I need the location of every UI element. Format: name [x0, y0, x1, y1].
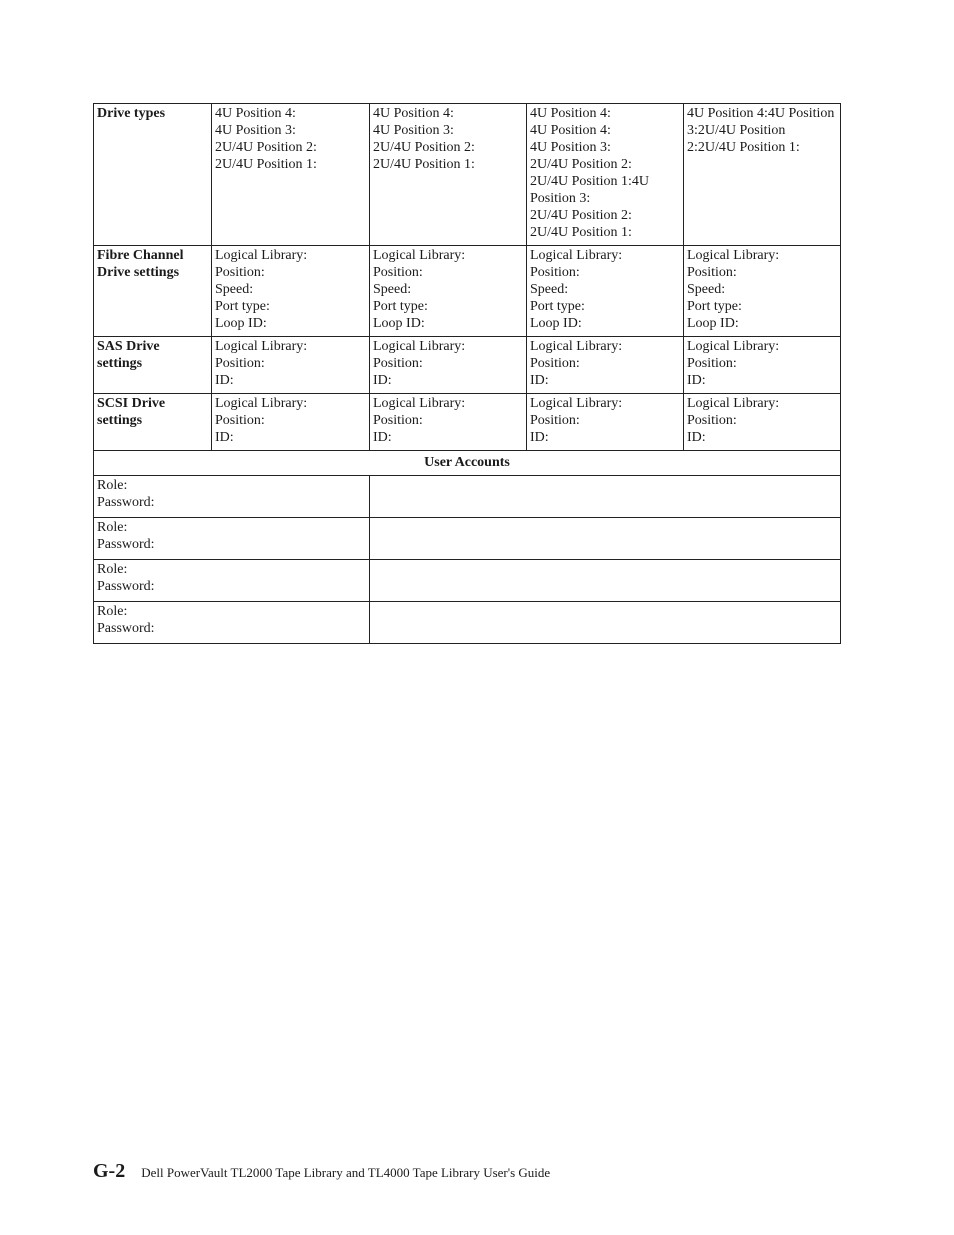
sas-settings-cell	[212, 337, 370, 394]
user-account-row	[94, 602, 841, 644]
field-label: ID:	[373, 373, 392, 388]
field-label: Speed:	[687, 282, 726, 297]
field-label: Position:	[530, 356, 580, 371]
scsi-settings-cell	[684, 394, 841, 451]
field-label: ID:	[687, 430, 706, 445]
field-label: Logical Library:	[687, 339, 780, 354]
scsi-settings-label: SCSI Drive settings	[94, 394, 212, 451]
field-label: Position:	[530, 413, 580, 428]
sas-settings-cell	[370, 337, 527, 394]
password-label: Password:	[97, 495, 155, 510]
field-label: Speed:	[530, 282, 569, 297]
field-label: Position:	[373, 413, 423, 428]
account-credentials-cell	[94, 476, 370, 518]
account-entry-cell	[370, 476, 841, 518]
field-label: Position:	[215, 356, 265, 371]
configuration-table	[93, 103, 841, 644]
drive-type-line: 2U/4U Position 1:	[373, 157, 475, 172]
field-label: Port type:	[530, 299, 585, 314]
field-label: Position:	[687, 265, 737, 280]
drive-types-cell	[370, 104, 527, 246]
user-account-row	[94, 560, 841, 602]
user-account-row	[94, 476, 841, 518]
field-label: ID:	[215, 373, 234, 388]
field-label: Logical Library:	[687, 248, 780, 263]
field-label: Logical Library:	[215, 339, 308, 354]
field-label: Logical Library:	[373, 339, 466, 354]
drive-type-line: 4U Position 4:	[530, 123, 611, 138]
field-label: Loop ID:	[530, 316, 582, 331]
field-label: ID:	[687, 373, 706, 388]
role-label: Role:	[97, 478, 128, 493]
drive-type-line: 4U Position 4:	[530, 106, 611, 121]
user-accounts-heading-row	[94, 451, 841, 476]
field-label: Logical Library:	[530, 396, 623, 411]
fc-settings-label: Fibre Channel Drive settings	[94, 246, 212, 337]
field-label: Loop ID:	[687, 316, 739, 331]
field-label: Position:	[215, 265, 265, 280]
account-credentials-cell	[94, 560, 370, 602]
drive-type-line: 4U Position 4:4U Position 3:2U/4U Position 2:2U/4U Position 1:	[687, 106, 835, 155]
guide-title: Dell PowerVault TL2000 Tape Library and TL4000 Tape Library User's Guide	[141, 1165, 551, 1180]
field-label: Logical Library:	[215, 248, 308, 263]
drive-type-line: 2U/4U Position 1:4U Position 3:	[530, 174, 650, 206]
user-accounts-heading: User Accounts	[94, 451, 841, 476]
page-footer	[93, 1160, 550, 1183]
field-label: Loop ID:	[373, 316, 425, 331]
drive-type-line: 2U/4U Position 2:	[530, 157, 632, 172]
drive-types-cell	[527, 104, 684, 246]
scsi-settings-cell	[212, 394, 370, 451]
sas-settings-cell	[527, 337, 684, 394]
field-label: Speed:	[215, 282, 254, 297]
drive-types-row	[94, 104, 841, 246]
drive-type-line: 4U Position 3:	[373, 123, 454, 138]
field-label: Position:	[373, 265, 423, 280]
field-label: ID:	[530, 373, 549, 388]
field-label: Position:	[373, 356, 423, 371]
field-label: Logical Library:	[530, 248, 623, 263]
fc-settings-cell	[212, 246, 370, 337]
drive-type-line: 2U/4U Position 1:	[215, 157, 317, 172]
account-credentials-cell	[94, 518, 370, 560]
field-label: Port type:	[373, 299, 428, 314]
scsi-settings-cell	[370, 394, 527, 451]
field-label: Position:	[687, 356, 737, 371]
drive-type-line: 2U/4U Position 1:	[530, 225, 632, 240]
field-label: ID:	[530, 430, 549, 445]
drive-type-line: 2U/4U Position 2:	[373, 140, 475, 155]
field-label: Logical Library:	[215, 396, 308, 411]
page-number: G-2	[93, 1160, 126, 1182]
field-label: Position:	[215, 413, 265, 428]
password-label: Password:	[97, 537, 155, 552]
field-label: Position:	[687, 413, 737, 428]
sas-settings-cell	[684, 337, 841, 394]
fc-settings-row	[94, 246, 841, 337]
drive-types-label: Drive types	[94, 104, 212, 246]
field-label: Port type:	[687, 299, 742, 314]
user-account-row	[94, 518, 841, 560]
drive-type-line: 2U/4U Position 2:	[530, 208, 632, 223]
role-label: Role:	[97, 520, 128, 535]
field-label: Logical Library:	[687, 396, 780, 411]
field-label: Position:	[530, 265, 580, 280]
scsi-settings-row	[94, 394, 841, 451]
scsi-settings-cell	[527, 394, 684, 451]
fc-settings-cell	[527, 246, 684, 337]
field-label: Loop ID:	[215, 316, 267, 331]
field-label: ID:	[215, 430, 234, 445]
drive-type-line: 2U/4U Position 2:	[215, 140, 317, 155]
fc-settings-cell	[370, 246, 527, 337]
drive-type-line: 4U Position 4:	[215, 106, 296, 121]
field-label: ID:	[373, 430, 392, 445]
password-label: Password:	[97, 579, 155, 594]
field-label: Logical Library:	[530, 339, 623, 354]
sas-settings-row	[94, 337, 841, 394]
drive-types-cell	[684, 104, 841, 246]
account-credentials-cell	[94, 602, 370, 644]
field-label: Port type:	[215, 299, 270, 314]
role-label: Role:	[97, 604, 128, 619]
account-entry-cell	[370, 602, 841, 644]
account-entry-cell	[370, 560, 841, 602]
field-label: Logical Library:	[373, 396, 466, 411]
drive-type-line: 4U Position 4:	[373, 106, 454, 121]
drive-type-line: 4U Position 3:	[530, 140, 611, 155]
fc-settings-cell	[684, 246, 841, 337]
field-label: Speed:	[373, 282, 412, 297]
sas-settings-label: SAS Drive settings	[94, 337, 212, 394]
account-entry-cell	[370, 518, 841, 560]
password-label: Password:	[97, 621, 155, 636]
drive-type-line: 4U Position 3:	[215, 123, 296, 138]
role-label: Role:	[97, 562, 128, 577]
drive-types-cell	[212, 104, 370, 246]
field-label: Logical Library:	[373, 248, 466, 263]
